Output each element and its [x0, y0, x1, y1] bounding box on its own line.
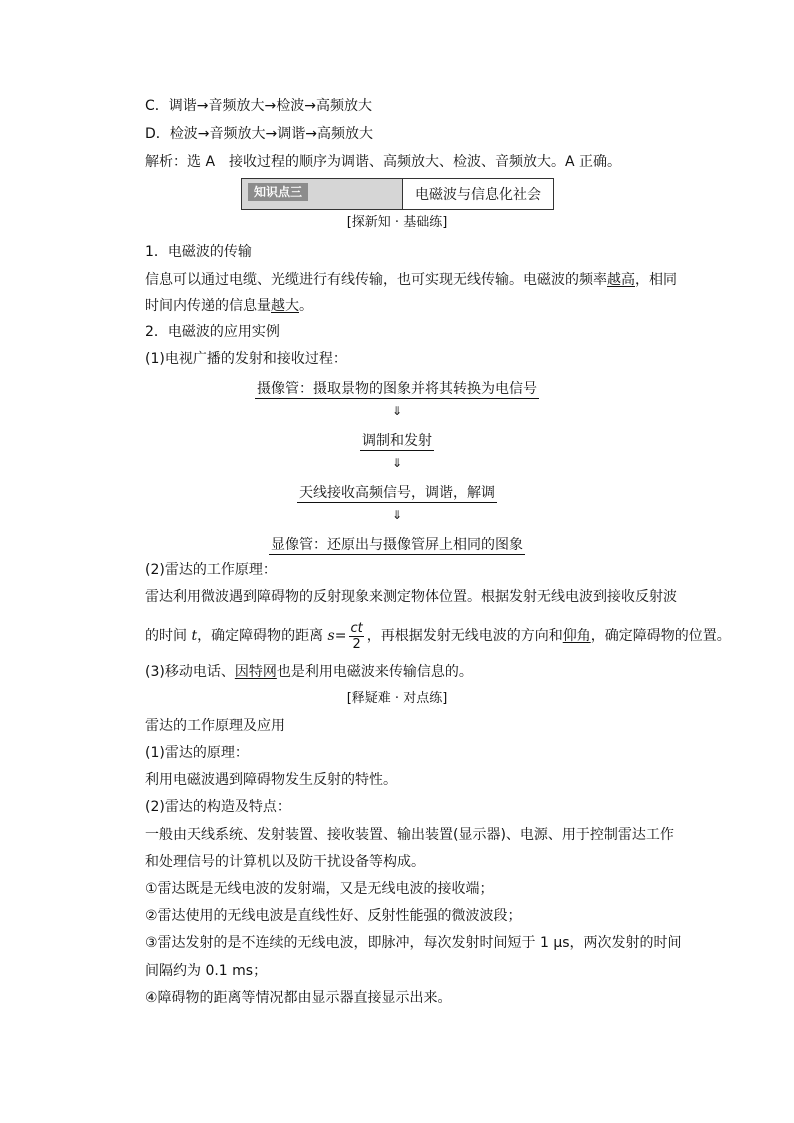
radar-p2-text-a: 一般由天线系统、发射装置、接收装置、输出装置(显示器)、电源、用于控制雷达工作: [145, 827, 674, 843]
analysis: 解析：选 A 接收过程的顺序为调谐、高频放大、检波、音频放大。A 正确。: [145, 154, 622, 170]
var-t: t: [191, 628, 198, 644]
s1-text-a: 信息可以通过电缆、光缆进行有线传输，也可实现无线传输。电磁波的频率: [145, 272, 607, 288]
s1-heading: 1．电磁波的传输: [145, 244, 252, 260]
s1-underline-higher: 越高: [607, 272, 635, 288]
equals-sign: =: [334, 628, 347, 644]
s1-text-d: 。: [299, 298, 313, 314]
radar-2b: ，确定障碍物的距离: [197, 628, 328, 644]
knowledge-point-tab-area: [242, 179, 403, 209]
radar-underline-elevation: 仰角: [562, 628, 591, 644]
s2-underline-internet: 因特网: [234, 664, 277, 680]
flow-step-1: 摄像管：摄取景物的图象并将其转换为电信号: [257, 381, 537, 397]
radar-2c: ，再根据发射无线电波的方向和: [366, 628, 563, 644]
section-explore: [探新知 · 基础练]: [346, 215, 448, 230]
radar-line2: [145, 620, 731, 652]
s2-sub3: [145, 662, 473, 682]
flow-arrow-2: ⇓: [391, 456, 403, 470]
radar-p2: (2)雷达的构造及特点：: [145, 799, 291, 815]
radar-title: 雷达的工作原理及应用: [145, 718, 285, 734]
option-c: C．调谐→音频放大→检波→高频放大: [145, 98, 372, 114]
flow-step-4: 显像管：还原出与摄像管屏上相同的图象: [271, 537, 523, 553]
var-s: s: [327, 628, 335, 644]
option-d: D．检波→音频放大→调谐→高频放大: [145, 126, 373, 142]
knowledge-point-tab: 知识点三: [248, 183, 308, 201]
s1-paragraph-line2: [145, 296, 313, 316]
radar-line1: 雷达利用微波遇到障碍物的反射现象来测定物体位置。根据发射无线电波到接收反射波: [145, 589, 677, 605]
s2-sub1: (1)电视广播的发射和接收过程：: [145, 351, 347, 367]
radar-item-3a: ③雷达发射的是不连续的无线电波，即脉冲，每次发射时间短于 1 μs，两次发射的时间: [145, 935, 682, 951]
radar-2a: 的时间: [145, 628, 192, 644]
radar-item-4: ④障碍物的距离等情况都由显示器直接显示出来。: [145, 990, 452, 1006]
fraction-ct-over-2: [349, 621, 363, 652]
s1-paragraph-line1: [145, 270, 677, 290]
section-practice: [释疑难 · 对点练]: [346, 691, 448, 706]
s1-underline-larger: 越大: [271, 298, 299, 314]
radar-p1-text: 利用电磁波遇到障碍物发生反射的特性。: [145, 772, 397, 788]
radar-item-2: ②雷达使用的无线电波是直线性好、反射性能强的微波波段；: [145, 908, 522, 924]
knowledge-point-title: 电磁波与信息化社会: [415, 187, 541, 203]
flow-step-2: 调制和发射: [362, 433, 432, 449]
s2-sub3-b: 也是利用电磁波来传输信息的。: [276, 664, 473, 680]
s2-sub3-a: (3)移动电话、: [145, 664, 235, 680]
radar-2d: ，确定障碍物的位置。: [590, 628, 731, 644]
s2-sub2: (2)雷达的工作原理：: [145, 562, 277, 578]
radar-item-3b: 间隔约为 0.1 ms；: [145, 963, 268, 979]
flow-arrow-3: ⇓: [391, 508, 403, 522]
s1-text-c: 时间内传递的信息量: [145, 298, 271, 314]
radar-p2-text-b: 和处理信号的计算机以及防干扰设备等构成。: [145, 854, 425, 870]
fraction-numerator: ct: [350, 620, 363, 636]
flow-arrow-1: ⇓: [391, 404, 403, 418]
flow-step-3: 天线接收高频信号，调谐，解调: [299, 485, 495, 501]
s2-heading: 2．电磁波的应用实例: [145, 324, 280, 340]
fraction-denominator: 2: [352, 636, 361, 652]
s1-text-b: ，相同: [635, 272, 677, 288]
radar-p1: (1)雷达的原理：: [145, 745, 249, 761]
knowledge-point-banner: [241, 178, 554, 210]
radar-item-1: ①雷达既是无线电波的发射端，又是无线电波的接收端；: [145, 881, 494, 897]
